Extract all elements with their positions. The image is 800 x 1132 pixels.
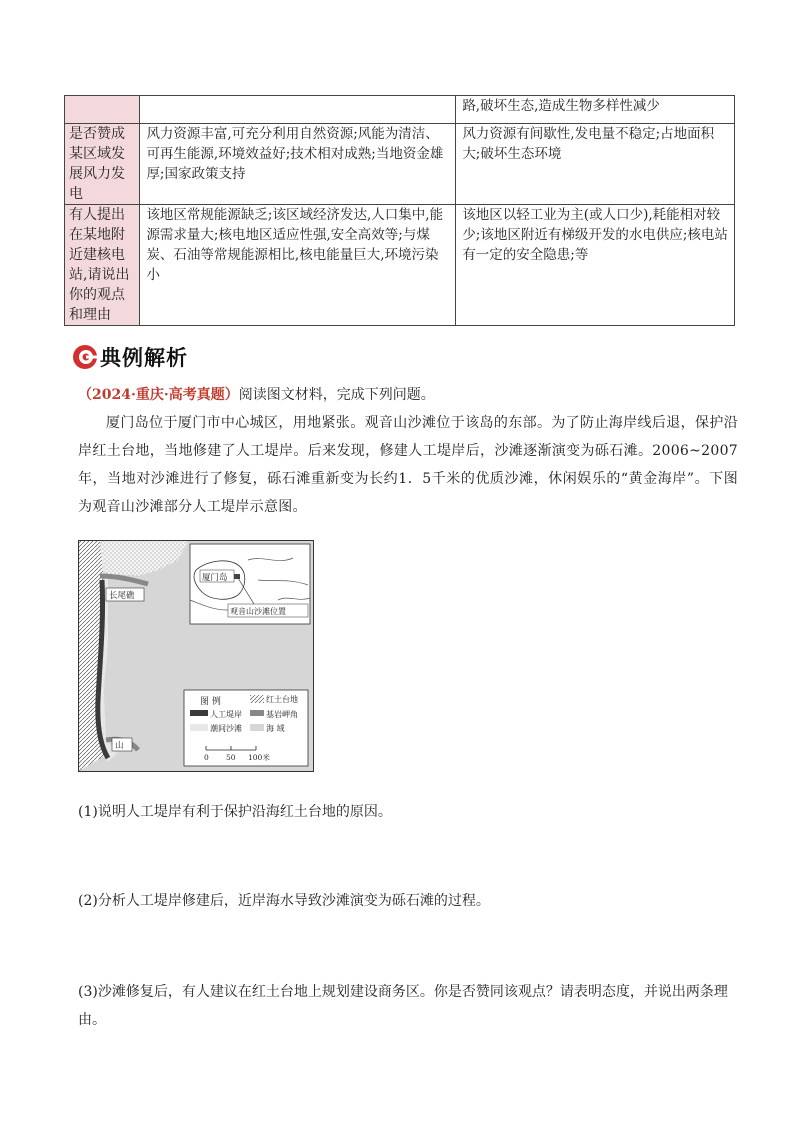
label-location: 观音山沙滩位置 [230,607,286,616]
question-3: (3)沙滩修复后，有人建议在红土台地上规划建设商务区。你是否赞同该观点？请表明态度，并说出两条理由。 [78,984,728,1028]
label-changweiqiao: 长尾礁 [109,591,135,601]
table-cell-support: 该地区常规能源缺乏;该区域经济发达,人口集中,能源需求量大;核电地区适应性强,安全高效等;与煤炭、石油等常规能源相比,核电能量巨大,环境污染小 [140,205,456,326]
scale-0: 0 [204,753,209,762]
legend-terrace: 红土台地 [266,695,298,704]
table-row [65,205,735,326]
instruction-text: 阅读图文材料，完成下列问题。 [238,387,435,403]
legend-title: 图 例 [200,697,221,707]
table-row [65,96,735,124]
comparison-table [64,95,735,326]
section-title: 典例解析 [100,346,188,370]
table-cell-oppose: 该地区以轻工业为主(或人口少),耗能相对较少;该地区附近有梯级开发的水电供应;核电站有一定的安全隐患;等 [456,205,735,326]
legend-tidal-sand: 潮间沙滩 [210,724,242,733]
scale-50: 50 [226,753,236,762]
example-source-line [78,384,435,404]
map-legend [184,690,308,766]
section-heading [72,342,188,372]
table-cell-oppose: 路,破坏生态,造成生物多样性减少 [456,96,735,124]
table-cell-question: 有人提出在某地附近建核电站,请说出你的观点和理由 [65,205,140,326]
question-2: (2)分析人工堤岸修建后，近岸海水导致沙滩演变为砾石滩的过程。 [78,893,490,909]
legend-embankment: 人工堤岸 [210,710,242,719]
scale-100: 100米 [248,753,270,762]
table-cell-question: 是否赞成某区域发展风力发电 [65,124,140,205]
section-logo-icon [72,344,98,370]
source-tag: （2024·重庆·高考真题） [78,387,239,403]
inset-map [190,544,310,624]
table-cell-question [65,96,140,124]
label-island: 厦门岛 [202,573,228,583]
label-shan: 山 [115,741,124,751]
table-cell-support [140,96,456,124]
legend-headland: 基岩岬角 [266,710,298,719]
coast-map-figure [78,540,314,772]
table-row [65,124,735,205]
legend-sea: 海 域 [266,724,285,733]
question-1: (1)说明人工堤岸有利于保护沿海红土台地的原因。 [78,804,392,820]
table-cell-oppose: 风力资源有间歇性,发电量不稳定;占地面积大;破坏生态环境 [456,124,735,205]
table-cell-support: 风力资源丰富,可充分利用自然资源;风能为清洁、可再生能源,环境效益好;技术相对成熟;当地资金雄厚;国家政策支持 [140,124,456,205]
material-paragraph: 厦门岛位于厦门市中心城区，用地紧张。观音山沙滩位于该岛的东部。为了防止海岸线后退，保护沿岸红土台地，当地修建了人工堤岸。后来发现，修建人工堤岸后，沙滩逐渐演变为砾石滩。2006~2007年，当地对沙滩进行了修复，砾石滩重新变为长约1．5千米的优质沙滩，休闲娱乐的“黄金海岸”。下图为观音山沙滩部分人工堤岸示意图。 [78,415,738,515]
